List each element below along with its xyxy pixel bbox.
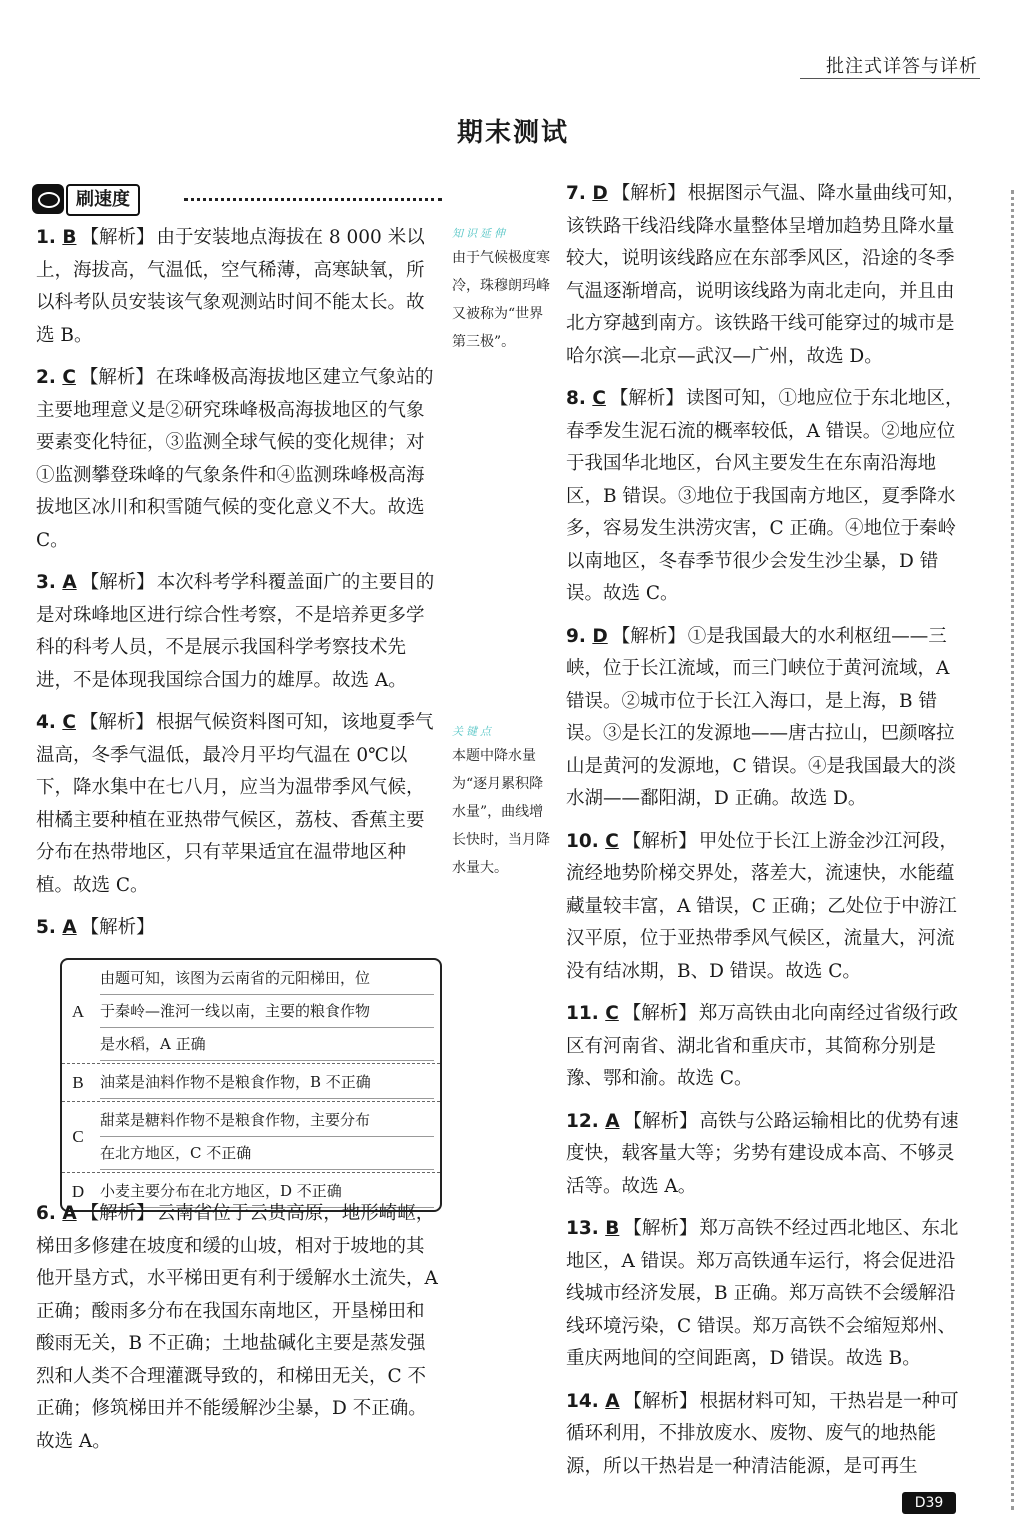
option-row-b: B 油菜是油料作物不是粮食作物，B 不正确 xyxy=(62,1063,440,1101)
page-number: D39 xyxy=(902,1492,956,1514)
answer-item-6: 6. A 【解析】 云南省位于云贵高原，地形崎岖，梯田多修建在坡度和缓的山坡，相对于坡地的其他开垦方式，水平梯田更有利于缓解水土流失，A 正确；酸雨多分布在我国东南地区，开垦梯田和酸雨无关，B 不正确；土地盐碱化主要是蒸发强烈和人类不合理灌溉导致的，和梯田无关，C 不正确；修筑梯田并不能缓解沙尘暴，D 不正确。故选 A。 xyxy=(36,1203,438,1452)
left-column-continued xyxy=(36,1198,442,1468)
stopwatch-icon xyxy=(32,184,64,214)
answer-item-12: 12. A 【解析】 高铁与公路运输相比的优势有速度快，载客量大等；劣势有建设成本高、不够灵活等。故选 A。 xyxy=(566,1110,959,1197)
answer-item-14: 14. A 【解析】 根据材料可知，干热岩是一种可循环利用，不排放废水、废物、废气的地热能源，所以干热岩是一种清洁能源，是可再生 xyxy=(566,1390,959,1477)
answer-item-5: 5. A 【解析】 xyxy=(36,917,155,938)
option-row-a: A 由题可知，该图为云南省的元阳梯田，位 于秦岭—淮河一线以南，主要的粮食作物 是水稻，A 正确 xyxy=(62,960,440,1063)
item-5-option-table xyxy=(60,958,442,1212)
right-column xyxy=(566,178,970,1493)
header-title: 批注式详答与详析 xyxy=(826,56,978,77)
left-column xyxy=(36,222,442,955)
answer-item-1: 1. B 【解析】 由于安装地点海拔在 8 000 米以上，海拔高，气温低，空气稀薄，高寒缺氧，所以科考队员安装该气象观测站时间不能太长。故选 B。 xyxy=(36,227,425,346)
dotted-divider xyxy=(184,198,442,201)
section-header xyxy=(32,184,442,214)
answer-item-13: 13. B 【解析】 郑万高铁不经过西北地区、东北地区，A 错误。郑万高铁通车运行，将会促进沿线城市经济发展，B 正确。郑万高铁不会缓解沿线环境污染，C 错误。郑万高铁不会缩短郑州、重庆两地间的空间距离，D 错误。故选 B。 xyxy=(566,1218,959,1369)
answer-item-11: 11. C 【解析】 郑万高铁由北向南经过省级行政区有河南省、湖北省和重庆市，其简称分别是豫、鄂和渝。故选 C。 xyxy=(566,1003,958,1089)
edge-dotted-line xyxy=(1011,190,1014,1510)
answer-item-8: 8. C 【解析】 读图可知，①地应位于东北地区，春季发生泥石流的概率较低，A 错误。②地应位于我国华北地区，台风主要发生在东南沿海地区，B 错误。③地位于我国南方地区，夏季降水多，容易发生洪涝灾害，C 正确。④地位于秦岭以南地区，冬春季节很少会发生沙尘暴，D 错误。故选 C。 xyxy=(566,388,964,604)
header-divider xyxy=(800,78,980,79)
answer-item-4: 4. C 【解析】 根据气候资料图可知，该地夏季气温高，冬季气温低，最冷月平均气温在 0℃以下，降水集中在七八月，应当为温带季风气候，柑橘主要种植在亚热带气候区，荔枝、香蕉主要分布在热带地区，只有苹果适宜在温带地区种植。故选 C。 xyxy=(36,712,434,896)
answer-item-10: 10. C 【解析】 甲处位于长江上游金沙江河段，流经地势阶梯交界处，落差大，流速快，水能蕴藏量较丰富，A 错误，C 正确；乙处位于中游江汉平原，位于亚热带季风气候区，流量大，河流没有结冰期，B、D 错误。故选 C。 xyxy=(566,830,958,982)
section-label: 刷速度 xyxy=(66,184,140,216)
answer-item-2: 2. C 【解析】 在珠峰极高海拔地区建立气象站的主要地理意义是②研究珠峰极高海拔地区的气象要素变化特征，③监测全球气候的变化规律；对①监测攀登珠峰的气象条件和④监测珠峰极高海拔地区冰川和积雪随气候的变化意义不大。故选 C。 xyxy=(36,367,434,551)
option-row-d: D 小麦主要分布在北方地区，D 不正确 xyxy=(62,1172,440,1210)
side-note-2: 关键点 本题中降水量为“逐月累积降水量”，曲线增长快时，当月降水量大。 xyxy=(452,725,550,876)
page-title: 期末测试 xyxy=(456,118,569,148)
answer-item-3: 3. A 【解析】 本次科考学科覆盖面广的主要目的是对珠峰地区进行综合性考察，不是培养更多学科的科考人员，不是展示我国科学考察技术先进，不是体现我国综合国力的雄厚。故选 A。 xyxy=(36,572,435,691)
answer-item-9: 9. D 【解析】 ①是我国最大的水利枢纽——三峡，位于长江流域，而三门峡位于黄河流域，A 错误。②城市位于长江入海口，是上海，B 错误。③是长江的发源地——唐古拉山，巴颜喀拉山是黄河的发源地，C 错误。④是我国最大的淡水湖——鄱阳湖，D 正确。故选 D。 xyxy=(566,625,957,809)
side-note-1: 知识延伸 由于气候极度寒冷，珠穆朗玛峰又被称为“世界第三极”。 xyxy=(452,227,550,350)
option-row-c: C 甜菜是糖料作物不是粮食作物，主要分布 在北方地区，C 不正确 xyxy=(62,1101,440,1172)
answer-item-7: 7. D 【解析】 根据图示气温、降水量曲线可知，该铁路干线沿线降水量整体呈增加趋势且降水量较大，说明该线路应在东部季风区，沿途的冬季气温逐渐增高，说明该线路为南北走向，并且由北方穿越到南方。该铁路干线可能穿过的城市是哈尔滨—北京—武汉—广州，故选 D。 xyxy=(566,183,966,367)
